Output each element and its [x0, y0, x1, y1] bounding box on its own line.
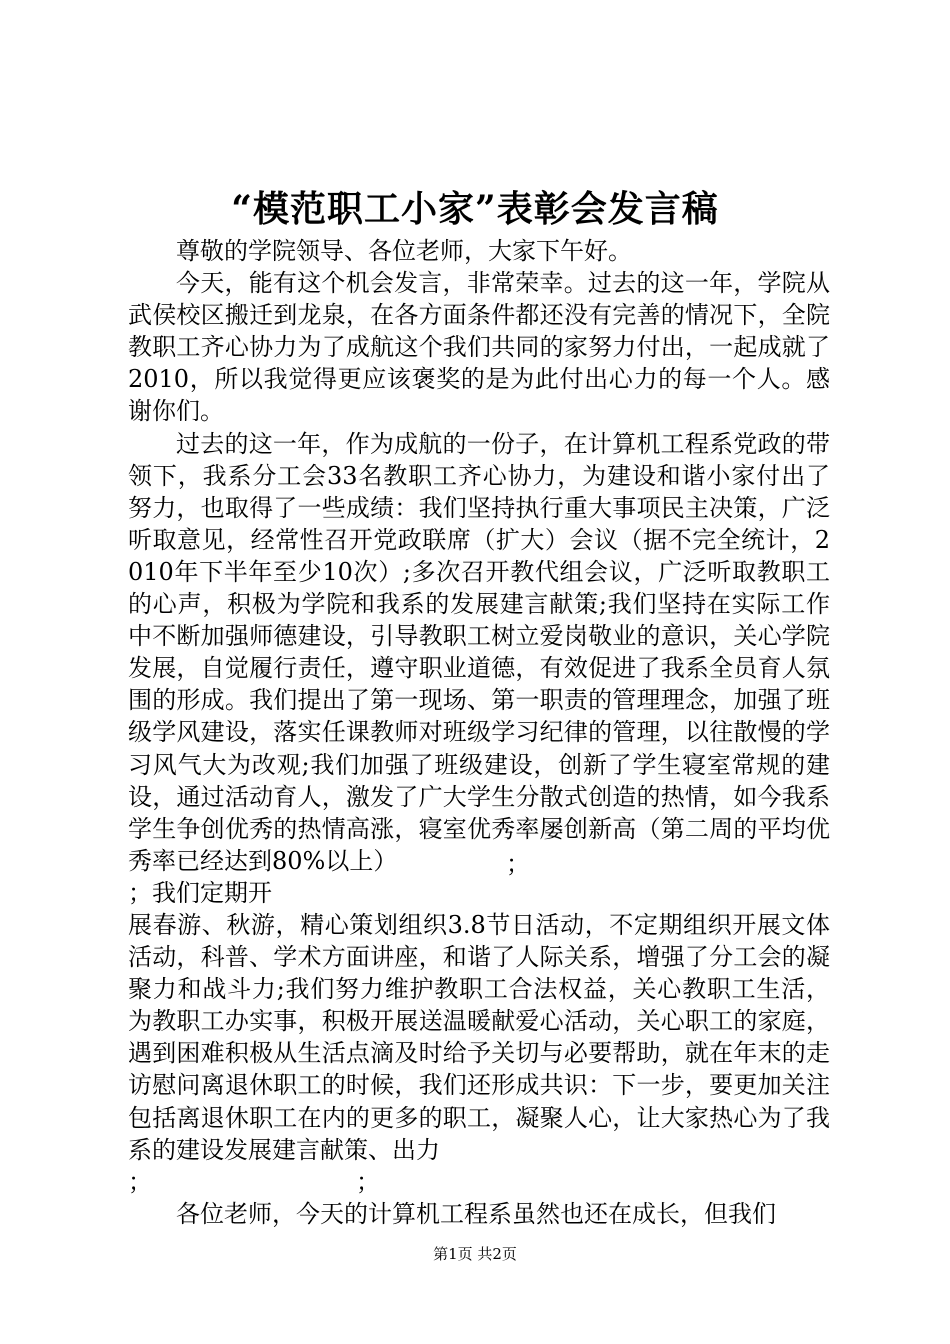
paragraph-activities — [128, 877, 830, 1166]
paragraph-greeting: 尊敬的学院领导、各位老师，大家下午好。 — [176, 237, 632, 265]
paragraph-thanks: 今天，能有这个机会发言，非常荣幸。过去的这一年，学院从武侯校区搬迁到龙泉，在各方面条件都还没有完善的情况下，全院教职工齐心协力为了成航这个我们共同的家努力付出，一起成就了2010，所以我觉得更应该褒奖的是为此付出心力的每一个人。感谢你们。 — [128, 269, 830, 426]
paragraph-achievements-block — [128, 428, 830, 877]
activities-lead: ；我们定期开 — [128, 878, 272, 907]
page-footer: 第1页 共2页 — [433, 1245, 517, 1263]
semicolon-mark-4: ； — [356, 1167, 380, 1196]
activities-text: 展春游、秋游，精心策划组织3.8节日活动，不定期组织开展文体活动，科普、学术方面讲座，和谐了人际关系，增强了分工会的凝聚力和战斗力;我们努力维护教职工合法权益，关心教职工生活，为教职工办实事，积极开展送温暖献爱心活动，关心职工的家庭，遇到困难积极从生活点滴及时给予关切与必要帮助，就在年末的走访慰问离退休职工的时候，我们还形成共识：下一步，要更加关注包括离退休职工在内的更多的职工，凝聚人心，让大家热心为了我系的建设发展建言献策、出力 — [128, 910, 830, 1164]
semicolon-mark-3: ； — [128, 1167, 152, 1196]
paragraph-closing: 各位老师，今天的计算机工程系虽然也还在成长，但我们 — [176, 1199, 776, 1228]
semicolon-mark-1: ； — [506, 850, 530, 878]
paragraph-achievements — [128, 428, 830, 877]
document-title: “模范职工小家”表彰会发言稿 — [231, 188, 719, 230]
achievements-text: 过去的这一年，作为成航的一份子，在计算机工程系党政的带领下，我系分工会33名教职工齐心协力，为建设和谐小家付出了努力，也取得了一些成绩：我们坚持执行重大事项民主决策，广泛听取意见，经常性召开党政联席（扩大）会议（据不完全统计，2010年下半年至少10次）;多次召开教代组会议，广泛听取教职工的心声，积极为学院和我系的发展建言献策;我们坚持在实际工作中不断加强师德建设，引导教职工树立爱岗敬业的意识，关心学院发展，自觉履行责任，遵守职业道德，有效促进了我系全员育人氛围的形成。我们提出了第一现场、第一职责的管理理念，加强了班级学风建设，落实任课教师对班级学习纪律的管理，以往散慢的学习风气大为改观;我们加强了班级建设，创新了学生寝室常规的建设，通过活动育人，激发了广大学生分散式创造的热情，如今我系学生争创优秀的热情高涨，寝室优秀率屡创新高（第二周的平均优秀率已经达到80%以上） — [128, 429, 830, 875]
document-body — [128, 235, 830, 1230]
semicolon-line — [128, 1166, 830, 1198]
